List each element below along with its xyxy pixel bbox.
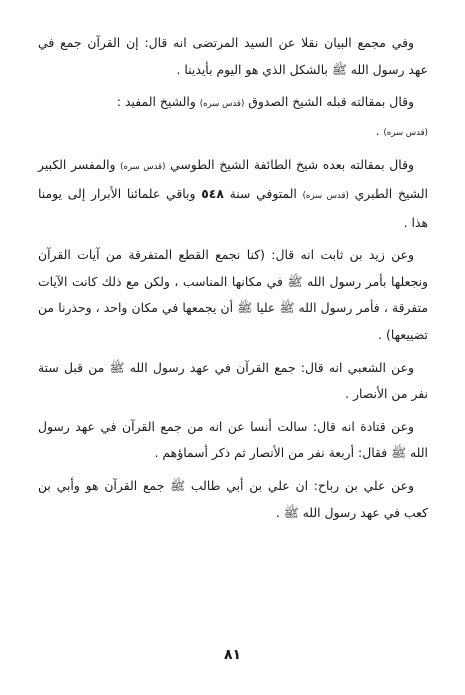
paragraph-text: والشيخ المفيد : <box>116 94 196 110</box>
paragraph-text: والمفسر الكبير الشيخ الطبري <box>38 157 428 201</box>
honorific-note: (قدس سره) <box>120 162 166 173</box>
paragraph-majma-al-bayan <box>38 30 428 83</box>
paragraph-text: المتوفي سنة <box>223 185 297 201</box>
paragraph-qatada <box>38 414 428 467</box>
honorific-note: (قدس سره) <box>383 127 428 138</box>
paragraph-text: وعن زيد بن ثابت انه قال: (كنا نجمع القطع المتفرقة من آيات القرآن ونجعلها بأمر رسول الله ﷺ في مكانها المناسب ، ولكن مع ذلك كانت الآيات متفرقة ، فأمر رسول الله ﷺ عليا ﷺ أن يجمعها في مكان واحد ، وحذرنا من تضييعها) . <box>38 247 428 342</box>
paragraph-text: وعن الشعبي انه قال: جمع القرآن في عهد رسول الله ﷺ من قبل ستة نفر من الأنصار . <box>38 359 428 402</box>
paragraph-text: وعن قتادة انه قال: سالت أنسا عن انه من جمع القرآن في عهد رسول الله ﷺ فقال: أربعة نفر من الأنصار ثم ذكر أسماؤهم . <box>38 418 428 461</box>
paragraph-ali-ibn-rabah <box>38 473 428 526</box>
paragraph-text: وباقي علمائنا الأبرار إلى يومنا هذا . <box>38 185 428 230</box>
paragraph-zayd-ibn-thabit <box>38 242 428 348</box>
honorific-note: (قدس سره) <box>302 190 349 201</box>
page-number: ٨١ <box>223 647 242 663</box>
paragraph-text: وقال بمقالته قبله الشيخ الصدوق <box>248 94 414 110</box>
honorific-note: (قدس سره) <box>199 99 245 110</box>
paragraph-text: وفي مجمع البيان نقلا عن السيد المرتضى انه قال: إن القرآن جمع في عهد رسول الله ﷺ بالشكل الذي هو اليوم بأيدينا . <box>38 35 428 77</box>
paragraph-text: وقال بمقالته بعده شيخ الطائفة الشيخ الطوسي <box>170 157 414 173</box>
document-body <box>38 30 428 526</box>
paragraph-text: . <box>375 122 380 138</box>
paragraph-shabi <box>38 355 428 408</box>
paragraph-saduq-mufid <box>38 89 428 146</box>
year-number: ٥٤٨ <box>201 185 224 201</box>
paragraph-text: وعن علي بن رباح: ان علي بن أبي طالب ﷺ جمع القرآن هو وأبي بن كعب في عهد رسول الله ﷺ . <box>38 477 428 520</box>
paragraph-tusi-tabari <box>38 152 428 236</box>
